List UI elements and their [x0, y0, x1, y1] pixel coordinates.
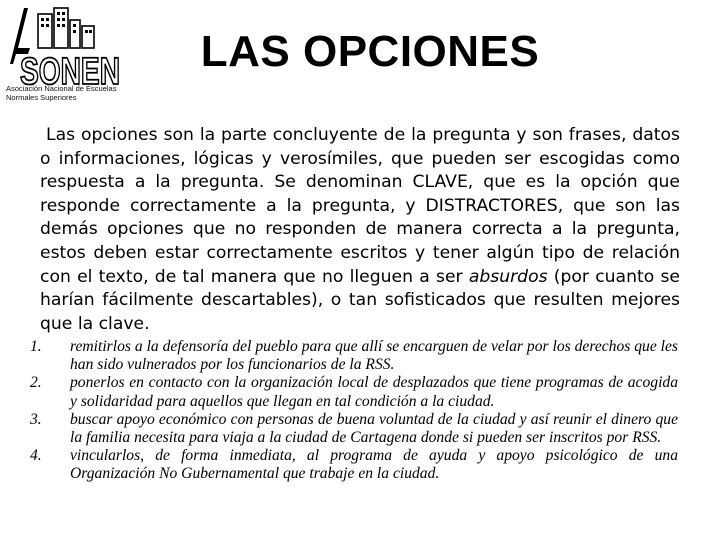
list-item: [30, 447, 678, 483]
option-text: remitirlos a la defensoría del pueblo para que allí se encarguen de velar por los derechos que les han sido vulnerados por los funcionarios de la RSS.: [70, 338, 678, 374]
buildings-graphic: [38, 8, 94, 48]
intro-text-part1: Las opciones son la parte concluyente de la pregunta y son frases, datos o informaciones, lógicas y verosímiles, que pueden ser escogidas como respuesta a la pregunta. Se denominan CLAVE, que es la opción que responde correctamente a la pregunta, y DISTRACTORES, que son las demás opciones que no responden de manera correcta a la pregunta, estos deben estar correctamente escritos y tener algún tipo de relación con el texto, de tal manera que no lleguen a ser: [40, 125, 680, 287]
list-item: [30, 338, 678, 374]
option-text: ponerlos en contacto con la organización local de desplazados que tiene programas de acogida y solidaridad para aquellos que llegan en tal condición a la ciudad.: [70, 374, 678, 410]
intro-emphasis: absurdos: [468, 266, 548, 287]
option-text: vincularlos, de forma inmediata, al programa de ayuda y apoyo psicológico de una Organización No Gubernamental que trabaje en la ciudad.: [70, 447, 678, 483]
option-text: buscar apoyo económico con personas de buena voluntad de la ciudad y así reunir el dinero que la familia necesita para viaja a la ciudad de Cartagena donde si pueden ser inscritos por RSS.: [70, 410, 678, 447]
logo-caption: Asociación Nacional de Escuelas Normales Superiores: [6, 84, 117, 102]
list-item: [30, 374, 678, 410]
list-item: [30, 411, 678, 447]
logo-wordmark: SONEN: [20, 51, 120, 93]
intro-text-part2: (por cuanto se harían fácilmente descartables), o tan sofisticados que resulten mejores que la clave.: [40, 266, 680, 334]
option-number: 4.: [30, 447, 42, 465]
option-number: 1.: [30, 338, 42, 355]
intro-paragraph: [40, 124, 680, 336]
option-number: 2.: [30, 374, 42, 392]
options-list: [30, 338, 678, 484]
page-title: LAS OPCIONES: [200, 27, 540, 76]
option-number: 3.: [30, 410, 42, 428]
